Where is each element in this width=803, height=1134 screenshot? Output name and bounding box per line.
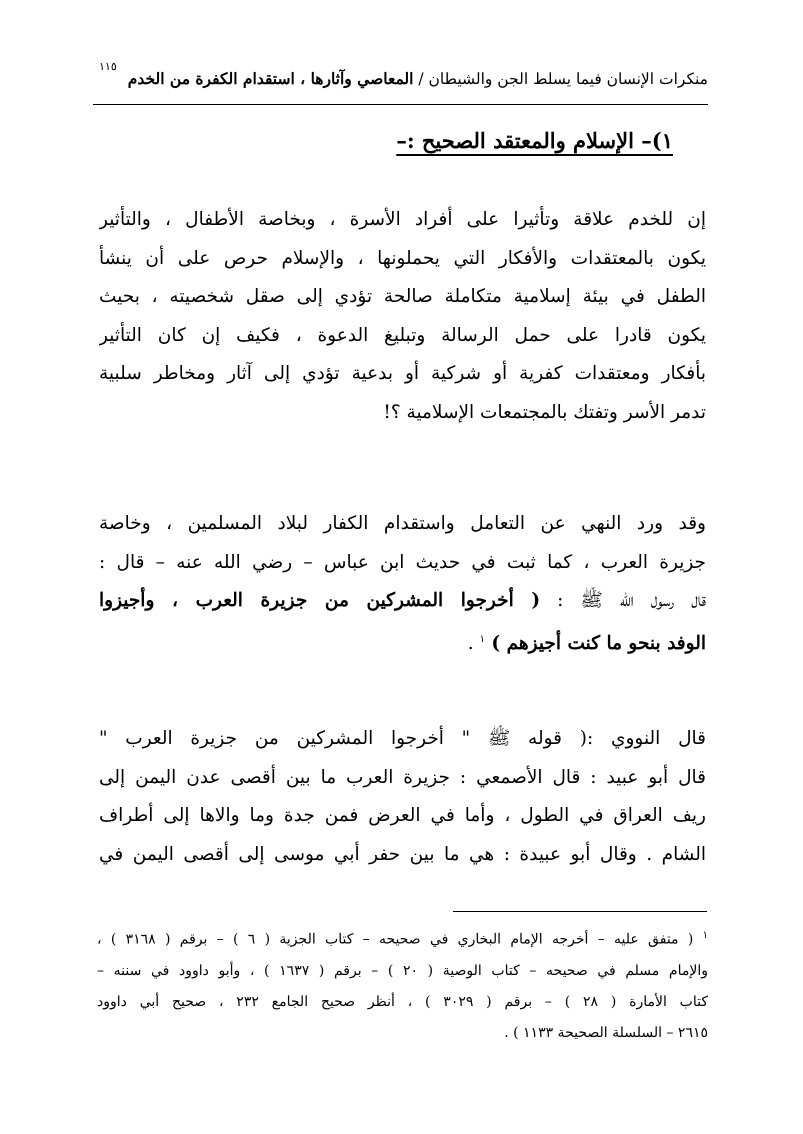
footnote-line: والإمام مسلم في صحيحه – كتاب الوصية ( ٢٠ ) – برقم ( ١٦٣٧ ) ، وأبو داوود في سننه – <box>97 962 708 979</box>
running-header <box>92 62 708 96</box>
paragraph-line: يكون بالمعتقدات والأفكار التي يحملونها ، والإسلام حرص على أن ينشأ <box>99 247 706 269</box>
page-number: ١١٥ <box>99 60 117 73</box>
footnote-line <box>97 920 708 956</box>
paragraph-line: تدمر الأسر وتفتك بالمجتمعات الإسلامية ؟! <box>383 401 706 423</box>
paragraph-line: وقد ورد النهي عن التعامل واستقدام الكفار لبلاد المسلمين ، وخاصة <box>99 513 706 534</box>
paragraph-line: قال أبو عبيد : قال الأصمعي : جزيرة العرب ما بين أقصى عدن اليمن إلى <box>99 766 706 788</box>
paragraph-line: إن للخدم علاقة وتأثيرا على أفراد الأسرة ، وبخاصة الأطفال ، والتأثير <box>99 209 706 230</box>
sentence-end: . <box>467 632 480 654</box>
hadith-text-end: الوفد بنحو ما كنت أجيزهم ) <box>484 632 706 654</box>
paragraph-line: جزيرة العرب ، كما ثبت في حديث ابن عباس – رضي الله عنه – قال : <box>99 551 706 573</box>
hadith-text: ( أخرجوا المشركين من جزيرة العرب ، وأجيزوا <box>99 590 541 611</box>
paragraph-line: بأفكار ومعتقدات كفرية أو شركية أو بدعية تؤدي إلى آثار ومخاطر سلبية <box>99 363 706 384</box>
paragraph-2 <box>99 505 706 663</box>
footnote-text: ( متفق عليه – أخرجه الإمام البخاري في صحيحه – كتاب الجزية ( ٦ ) – برقم ( ٣١٦٨ ) ، <box>97 931 703 948</box>
footnote <box>97 920 708 1049</box>
header-divider <box>93 104 708 105</box>
paragraph-line: ريف العراق في الطول ، وأما في العرض فمن جدة وما والاها إلى أطراف <box>99 805 706 826</box>
paragraph-line: قال النووي :( قوله ﷺ " أخرجوا المشركين من جزيرة العرب " <box>99 728 706 749</box>
footnote-marker: ١ <box>702 930 708 941</box>
paragraph-1 <box>99 201 706 432</box>
paragraph-line: يكون قادرا على حمل الرسالة وتبليغ الدعوة ، فكيف إن كان التأثير <box>99 324 706 346</box>
paragraph-line: الشام . وقال أبو عبيدة : هي ما بين حفر أبي موسى إلى أقصى اليمن في <box>99 843 706 865</box>
footnote-line: كتاب الأمارة ( ٢٨ ) – برقم ( ٣٠٢٩ ) ، أنظر صحيح الجامع ٢٣٢ ، صحيح أبي داوود <box>97 993 708 1010</box>
footnote-divider <box>453 911 707 912</box>
footnote-line: ٢٦١٥ – السلسلة الصحيحة ١١٣٣ ) . <box>504 1024 708 1041</box>
footnote-reference[interactable]: ١ <box>479 633 485 645</box>
hadith-line-end <box>99 621 706 664</box>
hadith-line <box>99 582 706 621</box>
paragraph-3 <box>99 720 706 874</box>
section-heading: ١)– الإسلام والمعتقد الصحيح :– <box>396 128 673 153</box>
book-title: منكرات الإنسان فيما يسلط الجن والشيطان / <box>418 70 708 88</box>
paragraph-line: الطفل في بيئة إسلامية متكاملة صالحة تؤدي إلى صقل شخصيته ، بحيث <box>99 286 706 307</box>
hadith-intro: قال رسول الله ﷺ : <box>540 590 706 611</box>
chapter-title: المعاصي وآثارها ، استقدام الكفرة من الخدم <box>127 69 414 88</box>
